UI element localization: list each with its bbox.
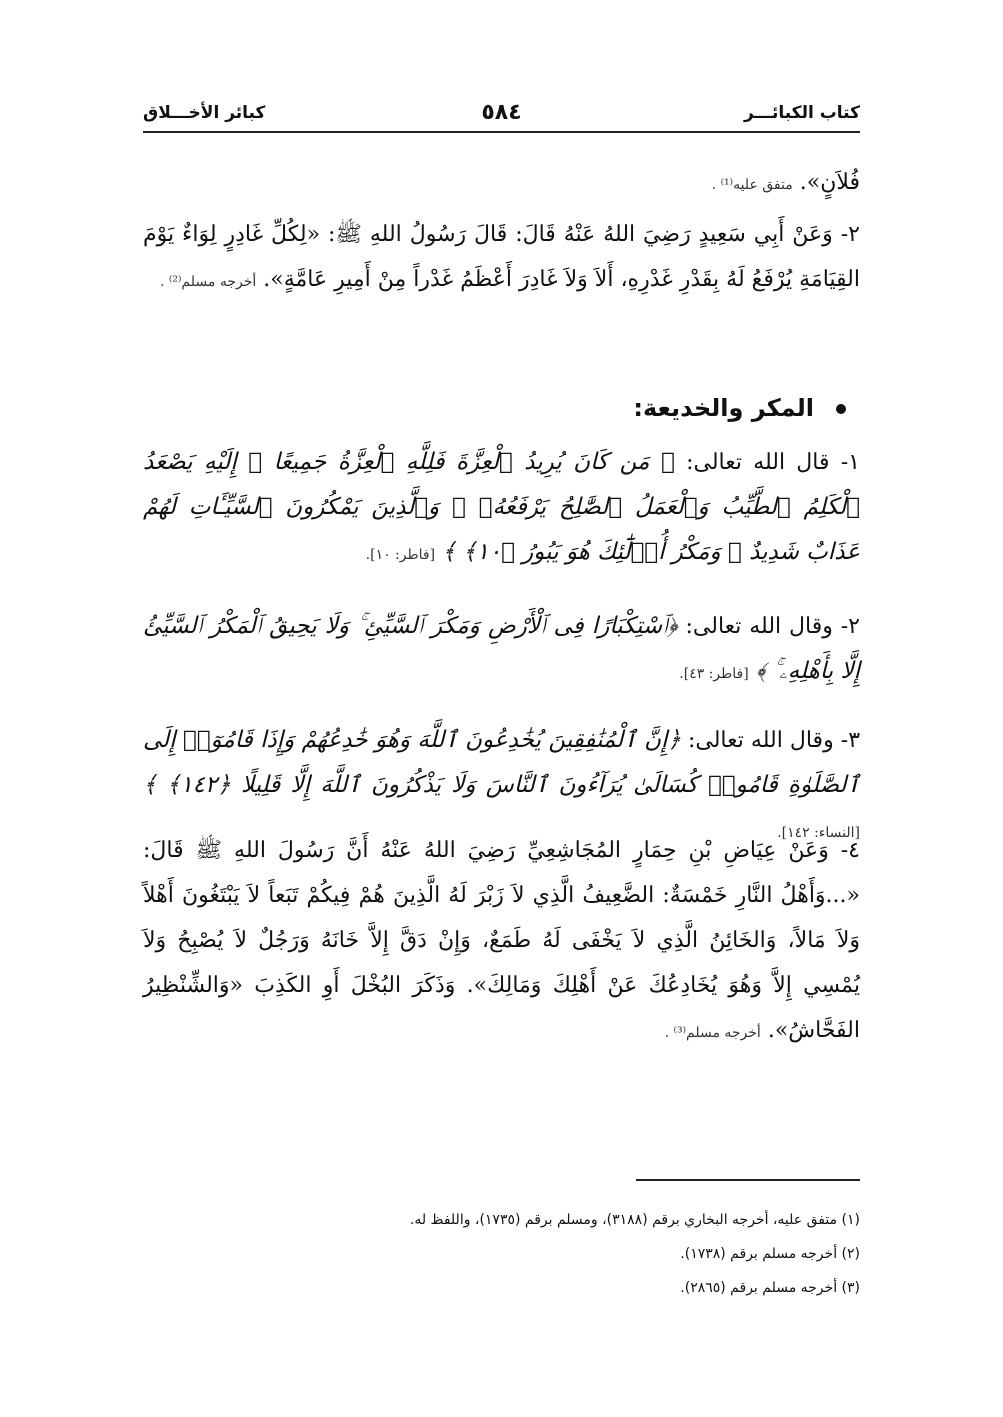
verse-reference: [النساء: ١٤٢]. (777, 825, 860, 841)
header-divider (143, 131, 860, 133)
source-note: أخرجه مسلم⁽²⁾ . (160, 274, 257, 290)
header-chapter-title: كبائر الأخـــلاق (143, 103, 266, 123)
quran-text: ﴿ مَن كَانَ يُرِيدُ ٱلْعِزَّةَ فَلِلَّهِ ٱلْعِزَّةُ جَمِيعًا ۚ إِلَيْهِ يَصْعَدُ ٱلْكَلِمُ ٱلطَّيِّبُ وَٱلْعَمَلُ ٱلصَّٰلِحُ يَرْفَعُهُۥ ۚ وَٱلَّذِينَ يَمْكُرُونَ ٱلسَّيِّـَٔاتِ لَهُمْ عَذَابٌ شَدِيدٌ ۖ وَمَكْرُ أُو۟لَٰٓئِكَ هُوَ يَبُورُ ﴿١٠﴾ ﴾ (143, 449, 860, 565)
verse-intro: ٣- وقال الله تعالى: (687, 728, 861, 753)
footnote-divider (636, 1179, 860, 1181)
verse-1 (143, 440, 860, 578)
hadith-2 (143, 212, 860, 305)
source-note: أخرجه مسلم⁽³⁾ . (664, 1025, 761, 1041)
section-title: المكر والخديعة: (633, 394, 814, 422)
source-note: متفق عليه⁽¹⁾ . (711, 177, 793, 193)
hadith-text: ٤- وَعَنْ عِيَاضِ بْنِ حِمَارٍ المُجَاشِعِيِّ رَضِيَ اللهُ عَنْهُ أَنَّ رَسُولَ اللهِ ﷺ قَالَ: «...وَأَهْلُ النَّارِ خَمْسَةٌ: الضَّعِيفُ الَّذِي لاَ زَبْرَ لَهُ الَّذِينَ هُمْ فِيكُمْ تَبَعاً لاَ يَبْتَغُونَ أَهْلاً وَلاَ مَالاً، وَالخَائِنُ الَّذِي لاَ يَخْفَى لَهُ طَمَعٌ، وَإِنْ دَقَّ إِلاَّ خَانَهُ وَرَجُلٌ لاَ يُصْبِحُ وَلاَ يُمْسِي إِلاَّ وَهُوَ يُخَادِعُكَ عَنْ أَهْلِكَ وَمَالِكَ». وَذَكَرَ البُخْلَ أَوِ الكَذِبَ «وَالشِّنْظِيرُ الفَحَّاشُ». (143, 838, 860, 1043)
header-book-title: كتاب الكبائـــر (743, 103, 860, 123)
hadith-4 (143, 828, 860, 1056)
footnote-3: (٣) أخرجه مسلم برقم (٢٨٦٥). (680, 1280, 860, 1296)
page-number: ٥٨٤ (481, 100, 522, 125)
quran-text: ﴿إِنَّ ٱلْمُنَٰفِقِينَ يُخَٰدِعُونَ ٱللَّهَ وَهُوَ خَٰدِعُهُمْ وَإِذَا قَامُوٓا۟ إِلَى ٱلصَّلَوٰةِ قَامُوا۟ كُسَالَىٰ يُرَآءُونَ ٱلنَّاسَ وَلَا يَذْكُرُونَ ٱللَّهَ إِلَّا قَلِيلًا ﴿١٤٢﴾ ﴾ (143, 727, 861, 798)
verse-reference: [فاطر: ٤٣]. (679, 666, 749, 682)
hadith-text: ٢- وَعَنْ أَبِي سَعِيدٍ رَضِيَ اللهُ عَنْهُ قَالَ: قَالَ رَسُولُ اللهِ ﷺ: «لِكُلِّ غَادِرٍ لِوَاءٌ يَوْمَ القِيَامَةِ يُرْفَعُ لَهُ بِقَدْرِ غَدْرِهِ، أَلاَ وَلاَ غَادِرَ أَعْظَمُ غَدْراً مِنْ أَمِيرِ عَامَّةٍ». (143, 222, 860, 292)
footnote-2: (٢) أخرجه مسلم برقم (١٧٣٨). (680, 1246, 860, 1262)
section-heading (143, 386, 860, 430)
verse-reference: [فاطر: ١٠]. (365, 547, 436, 563)
verse-intro: ٢- وقال الله تعالى: (685, 614, 860, 639)
paragraph-text: فُلاَنٍ». (799, 170, 860, 195)
verse-intro: ١- قال الله تعالى: (686, 450, 860, 475)
footnote-1: (١) متفق عليه، أخرجه البخاري برقم (٣١٨٨)، ومسلم برقم (١٧٣٥)، واللفظ له. (409, 1212, 860, 1228)
paragraph-continuation (143, 160, 860, 208)
quran-text: ﴿ٱسْتِكْبَارًا فِى ٱلْأَرْضِ وَمَكْرَ ٱلسَّيِّئِ ۚ وَلَا يَحِيقُ ٱلْمَكْرُ ٱلسَّيِّئُ إِلَّا بِأَهْلِهِۦ ۚ ﴾ (143, 613, 860, 684)
bullet-icon (836, 404, 846, 414)
verse-2 (143, 604, 860, 697)
